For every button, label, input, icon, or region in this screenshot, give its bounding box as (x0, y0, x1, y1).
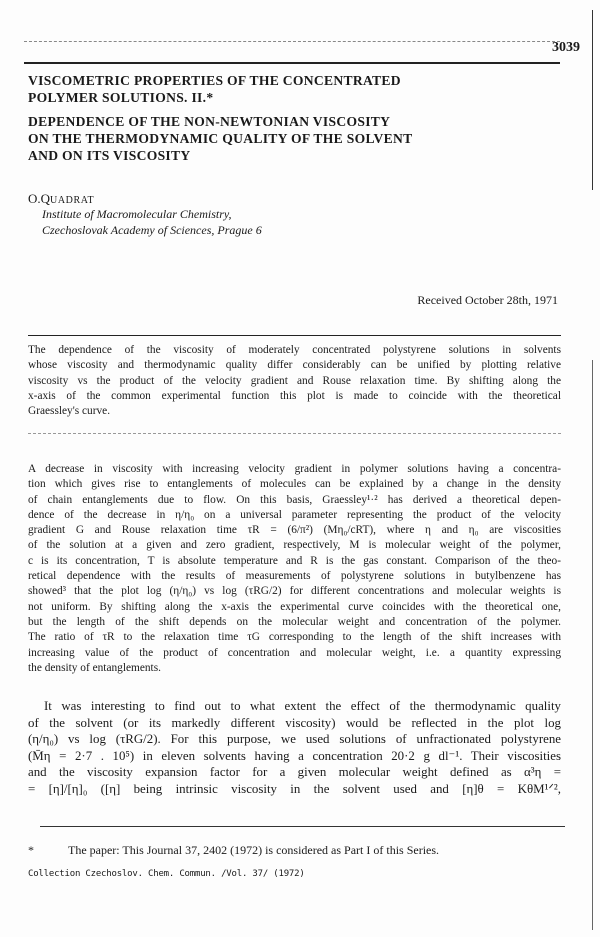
abstract-line: viscosity vs the product of the velocity gradient and Rouse relaxation time. By shifting along the (28, 374, 561, 387)
author-initial: O.Q (28, 191, 51, 206)
affiliation-line: Czechoslovak Academy of Sciences, Prague 6 (42, 222, 262, 237)
article-title (28, 72, 548, 106)
intro-line: retical dependence with the results of measurements of polystyrene solutions in butylbenzene has (28, 570, 561, 583)
intro-line: dence of the decrease in η/η₀ on a universal parameter representing the product of the velocity (28, 508, 561, 521)
header-rule-bottom (24, 62, 560, 64)
abstract-rule-top (28, 335, 561, 336)
article-subtitle (28, 113, 548, 164)
abstract-line: The dependence of the viscosity of moderately concentrated polystyrene solutions in solvents (28, 344, 561, 356)
subtitle-line: ON THE THERMODYNAMIC QUALITY OF THE SOLVENT (28, 131, 413, 146)
intro-line: not uniform. By shifting along the x-axis the experimental curve coincides with the theoretical one, (28, 600, 561, 613)
page-edge-line (592, 10, 593, 190)
abstract (28, 343, 561, 419)
body-paragraph (28, 698, 561, 798)
body-line: = [η]/[η]₀ ([η] being intrinsic viscosity in the solvent used and [η]θ = KθM¹ᐟ², (28, 781, 561, 796)
affiliation (42, 207, 262, 238)
footnote-text: The paper: This Journal 37, 2402 (1972) is considered as Part I of this Series. (68, 843, 440, 857)
intro-paragraph (28, 462, 561, 676)
author-name (28, 191, 94, 207)
intro-line: showed³ that the plot log (η/η₀) vs log (τRG/2) for different concentrations and molecular weights is (28, 585, 561, 598)
abstract-line: Graessley's curve. (28, 405, 111, 418)
body-line: and the viscosity expansion factor for a given molecular weight defined as α³η = (28, 765, 561, 780)
body-line: (η/η₀) vs log (τRG/2). For this purpose, we used solutions of unfractionated polystyrene (28, 732, 561, 747)
page-edge-line (592, 360, 593, 930)
intro-line: increasing value of the product of concentration and molecular weight, i.e. a quantity expressing (28, 646, 561, 659)
body-line: of the solvent (or its markedly different viscosity) would be reflected in the plot log (28, 715, 561, 730)
journal-citation: Collection Czechoslov. Chem. Commun. /Vol. 37/ (1972) (28, 869, 305, 879)
abstract-line: x-axis of the common experimental function this plot is made to coincide with the theoretical (28, 389, 561, 402)
intro-line: the density of entanglements. (28, 661, 161, 674)
abstract-line: whose viscosity and thermodynamic quality differ considerably can be unified by plotting relative (28, 359, 561, 372)
intro-line: but the length of the shift depends on the molecular weight and concentration of the polymer. (28, 615, 561, 628)
intro-line: A decrease in viscosity with increasing velocity gradient in polymer solutions having a concentra- (28, 463, 561, 475)
subtitle-line: DEPENDENCE OF THE NON-NEWTONIAN VISCOSITY (28, 114, 391, 129)
intro-line: of chain entanglements due to flow. On this basis, Graessley¹·² has derived a theoretical depen- (28, 493, 561, 506)
title-line: VISCOMETRIC PROPERTIES OF THE CONCENTRATED (28, 73, 401, 88)
affiliation-line: Institute of Macromolecular Chemistry, (42, 207, 232, 221)
body-line: (M̄η = 2·7 . 10⁵) in eleven solvents having a concentration 20·2 g dl⁻¹. Their viscosities (28, 748, 561, 763)
intro-line: of the solution at a given and zero gradient, respectively, M is molecular weight of the polymer, (28, 539, 561, 552)
page-number: 3039 (552, 40, 580, 55)
title-line: POLYMER SOLUTIONS. II.* (28, 90, 214, 105)
intro-line: The ratio of τR to the relaxation time τG corresponding to the length of the shift increases with (28, 631, 561, 644)
intro-line: tion which gives rise to entanglements of molecules can be explained by a change in the density (28, 478, 561, 491)
author-surname: UADRAT (50, 195, 95, 206)
intro-line: c is its concentration, T is absolute temperature and R is the gas constant. Comparison of the theo- (28, 554, 561, 567)
footnote (28, 843, 568, 858)
received-date: Received October 28th, 1971 (417, 293, 558, 307)
subtitle-line: AND ON ITS VISCOSITY (28, 148, 191, 163)
abstract-rule-bottom (28, 433, 561, 434)
header-rule-top (24, 41, 560, 42)
footnote-marker: * (28, 843, 34, 857)
intro-line: gradient G and Rouse relaxation time τR = (6/π²) (Mη₀/cRT), where η and η₀ are viscosities (28, 524, 561, 537)
footnote-rule (40, 826, 565, 827)
body-line: It was interesting to find out to what extent the effect of the thermodynamic quality (44, 699, 561, 713)
